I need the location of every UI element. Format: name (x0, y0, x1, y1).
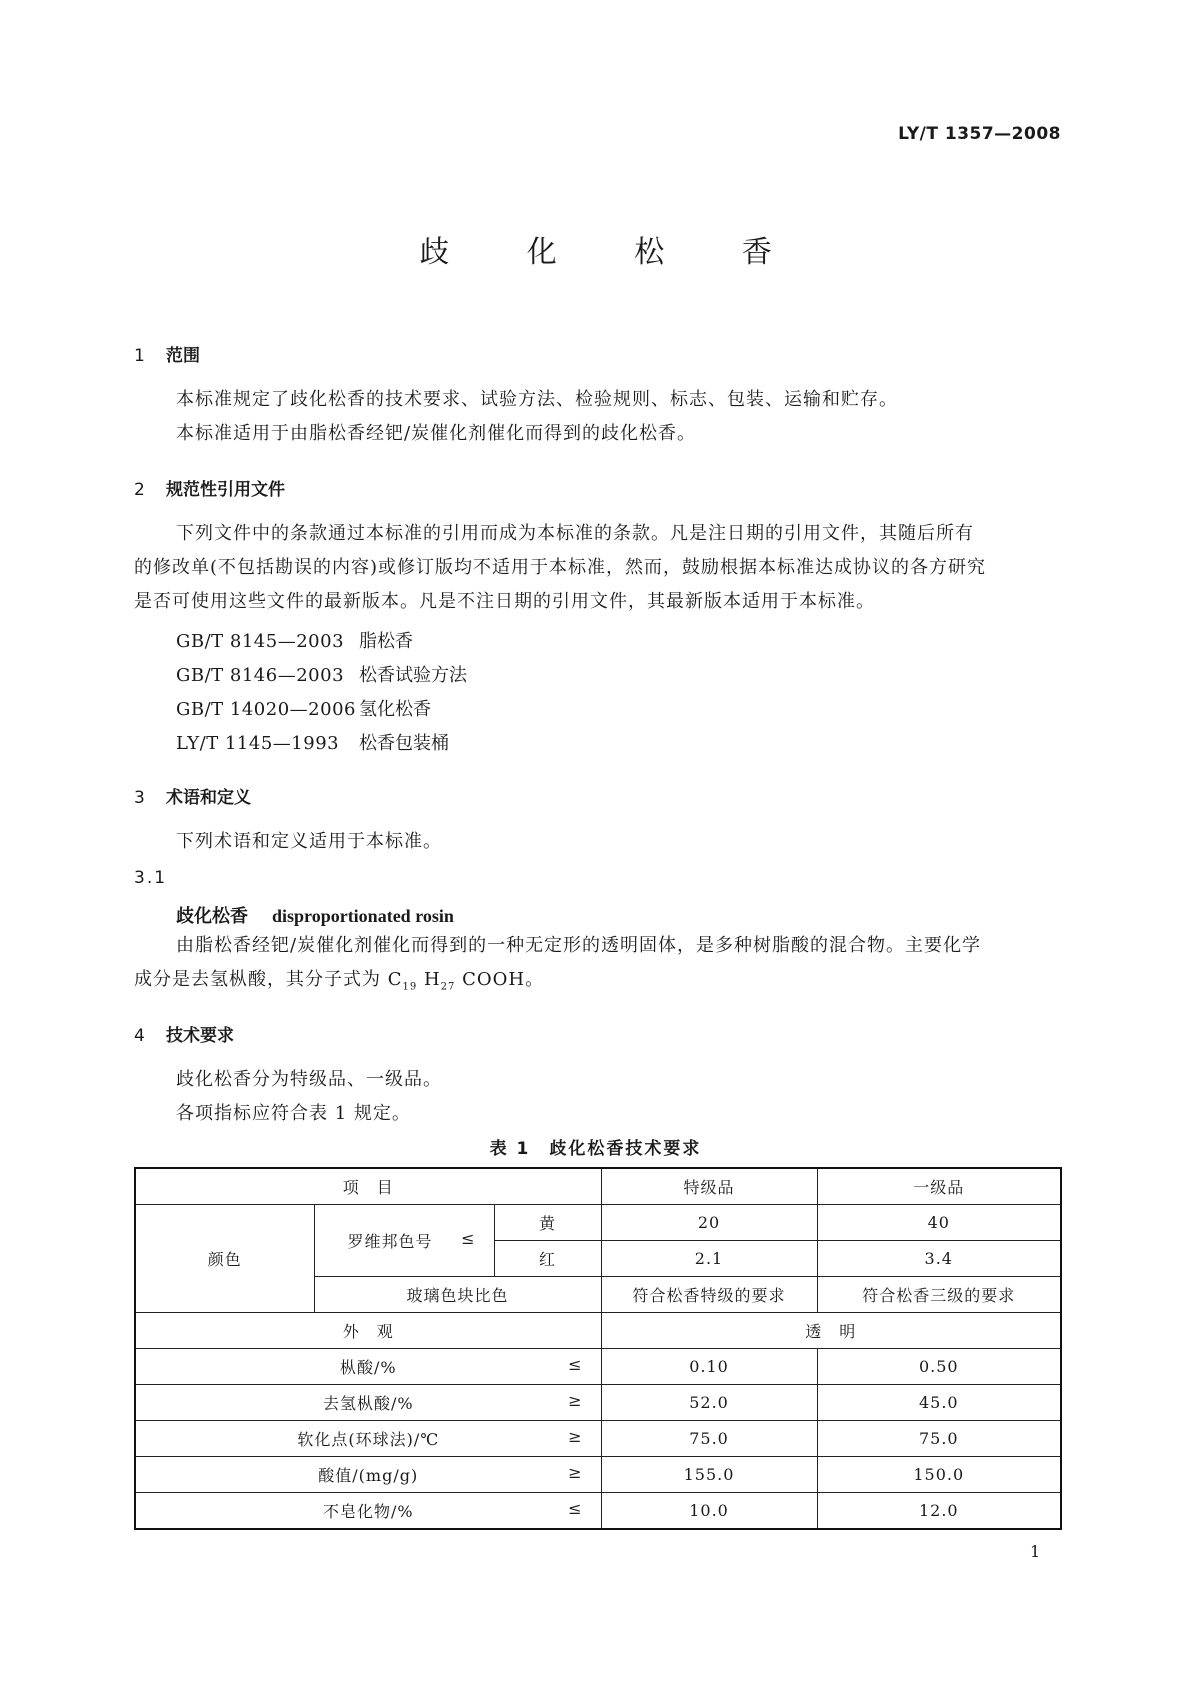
reference-item (176, 695, 431, 721)
term-definition-line-2 (134, 963, 544, 1005)
section-2-para-line-1: 下列文件中的条款通过本标准的引用而成为本标准的条款。凡是注日期的引用文件，其随后所有 (176, 523, 974, 544)
reference-name: 松香包装桶 (359, 733, 449, 754)
row-symbol: ≤ (568, 1499, 583, 1518)
document-title: 歧 化 松 香 (419, 235, 806, 270)
reference-item (176, 729, 449, 755)
specification-table (134, 1167, 1062, 1530)
reference-name: 氢化松香 (359, 699, 431, 720)
appearance-label: 外 观 (135, 1313, 601, 1349)
row-label-cell (135, 1493, 601, 1530)
section-title: 规范性引用文件 (166, 480, 285, 500)
row-symbol: ≥ (568, 1427, 583, 1446)
lovibond-label: 罗维邦色号 (347, 1232, 433, 1251)
table-caption: 表 1 歧化松香技术要求 (489, 1139, 702, 1159)
value-special: 0.10 (601, 1349, 817, 1385)
table-row (135, 1313, 1061, 1349)
value-special: 75.0 (601, 1421, 817, 1457)
row-label-cell (135, 1421, 601, 1457)
section-number: 2 (134, 480, 145, 500)
term-definition-line-1: 由脂松香经钯/炭催化剂催化而得到的一种无定形的透明固体，是多种树脂酸的混合物。主要化学 (176, 935, 982, 956)
term-heading (176, 902, 454, 928)
lovibond-symbol: ≤ (461, 1229, 476, 1248)
table-row (135, 1205, 1061, 1241)
section-1-para-2: 本标准适用于由脂松香经钯/炭催化剂催化而得到的歧化松香。 (176, 423, 697, 444)
table-row (135, 1385, 1061, 1421)
section-4-para-1: 歧化松香分为特级品、一级品。 (176, 1069, 442, 1090)
row-label: 不皂化物/% (322, 1502, 414, 1521)
row-symbol: ≥ (568, 1391, 583, 1410)
table-row (135, 1457, 1061, 1493)
row-symbol: ≥ (568, 1463, 583, 1482)
section-2-para-line-3: 是否可使用这些文件的最新版本。凡是不注日期的引用文件，其最新版本适用于本标准。 (134, 591, 875, 612)
term-chinese: 歧化松香 (176, 906, 248, 927)
appearance-value: 透 明 (601, 1313, 1061, 1349)
row-label-cell (135, 1349, 601, 1385)
reference-code: GB/T 8145—2003 (176, 631, 345, 652)
definition-prefix: 成分是去氢枞酸，其分子式为 C (134, 969, 403, 990)
reference-name: 脂松香 (359, 631, 413, 652)
value-special: 155.0 (601, 1457, 817, 1493)
row-label-cell (135, 1385, 601, 1421)
glass-special: 符合松香特级的要求 (601, 1277, 817, 1313)
row-label: 软化点(环球法)/℃ (297, 1430, 440, 1449)
reference-code: LY/T 1145—1993 (176, 733, 340, 754)
value-special: 10.0 (601, 1493, 817, 1530)
yellow-special: 20 (601, 1205, 817, 1241)
section-number: 1 (134, 346, 145, 366)
section-1-heading (134, 341, 200, 366)
section-4-heading (134, 1021, 234, 1046)
subscript-27: 27 (440, 981, 456, 993)
section-title: 技术要求 (166, 1026, 234, 1046)
section-number: 3 (134, 788, 145, 808)
section-2-heading (134, 475, 285, 500)
red-first: 3.4 (817, 1241, 1061, 1277)
header-grade-first: 一级品 (817, 1168, 1061, 1205)
header-grade-special: 特级品 (601, 1168, 817, 1205)
row-label-cell (135, 1457, 601, 1493)
table-row (135, 1421, 1061, 1457)
section-number: 4 (134, 1026, 145, 1046)
page-number: 1 (1030, 1542, 1041, 1561)
reference-item (176, 627, 413, 653)
row-label: 去氢枞酸/% (322, 1394, 414, 1413)
value-first: 75.0 (817, 1421, 1061, 1457)
header-item: 项 目 (135, 1168, 601, 1205)
row-label: 枞酸/% (339, 1358, 397, 1377)
table-row (135, 1349, 1061, 1385)
section-4-para-2: 各项指标应符合表 1 规定。 (176, 1103, 411, 1124)
table-row (135, 1493, 1061, 1530)
glass-label: 玻璃色块比色 (314, 1277, 601, 1313)
color-label: 颜色 (135, 1205, 314, 1313)
value-first: 45.0 (817, 1385, 1061, 1421)
table-header-row (135, 1168, 1061, 1205)
yellow-label: 黄 (494, 1205, 601, 1241)
value-special: 52.0 (601, 1385, 817, 1421)
yellow-first: 40 (817, 1205, 1061, 1241)
definition-suffix: COOH。 (455, 969, 545, 990)
section-2-para-line-2: 的修改单(不包括勘误的内容)或修订版均不适用于本标准，然而，鼓励根据本标准达成协议的各方研究 (134, 557, 987, 578)
red-label: 红 (494, 1241, 601, 1277)
reference-item (176, 661, 467, 687)
row-label: 酸值/(mg/g) (318, 1466, 419, 1485)
value-first: 0.50 (817, 1349, 1061, 1385)
subscript-19: 19 (402, 981, 418, 993)
definition-mid: H (417, 969, 441, 990)
section-title: 术语和定义 (166, 788, 251, 808)
value-first: 12.0 (817, 1493, 1061, 1530)
section-3-heading (134, 783, 251, 808)
row-symbol: ≤ (568, 1355, 583, 1374)
subsection-number: 3.1 (134, 868, 168, 888)
lovibond-label-cell (314, 1205, 494, 1277)
reference-code: GB/T 14020—2006 (176, 699, 356, 720)
term-english: disproportionated rosin (272, 906, 454, 926)
reference-code: GB/T 8146—2003 (176, 665, 345, 686)
standard-number: LY/T 1357—2008 (898, 124, 1061, 144)
red-special: 2.1 (601, 1241, 817, 1277)
glass-first: 符合松香三级的要求 (817, 1277, 1061, 1313)
section-3-intro: 下列术语和定义适用于本标准。 (176, 831, 442, 852)
value-first: 150.0 (817, 1457, 1061, 1493)
reference-name: 松香试验方法 (359, 665, 467, 686)
section-title: 范围 (166, 346, 200, 366)
section-1-para-1: 本标准规定了歧化松香的技术要求、试验方法、检验规则、标志、包装、运输和贮存。 (176, 389, 898, 410)
